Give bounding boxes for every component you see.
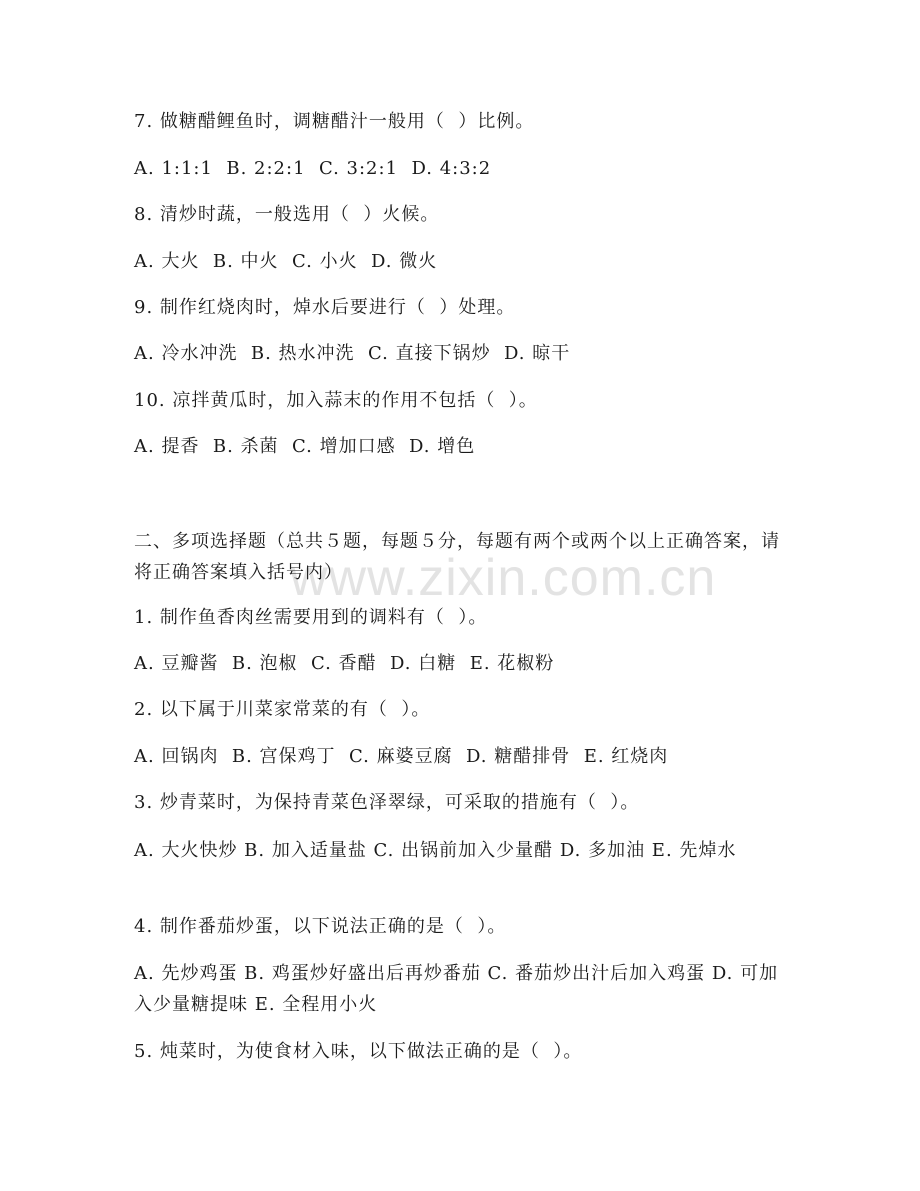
watermark: www.zixin.com.cn	[290, 549, 717, 607]
mc-question-4-options: A. 先炒鸡蛋 B. 鸡蛋炒好盛出后再炒番茄 C. 番茄炒出汁后加入鸡蛋 D. 可加入少量糖提味 E. 全程用小火	[134, 963, 779, 1015]
question-10-options: A. 提香 B. 杀菌 C. 增加口感 D. 增色	[134, 436, 476, 457]
question-9-options: A. 冷水冲洗 B. 热水冲洗 C. 直接下锅炒 D. 晾干	[134, 343, 571, 364]
question-7: 7. 做糖醋鲤鱼时，调糖醋汁一般用（ ）比例。	[134, 111, 535, 132]
question-8: 8. 清炒时蔬，一般选用（ ）火候。	[134, 204, 440, 225]
mc-question-3: 3. 炒青菜时，为保持青菜色泽翠绿，可采取的措施有（ ）。	[134, 792, 640, 813]
question-8-options: A. 大火 B. 中火 C. 小火 D. 微火	[134, 251, 438, 272]
mc-question-4: 4. 制作番茄炒蛋，以下说法正确的是（ ）。	[134, 916, 507, 937]
mc-question-1-options: A. 豆瓣酱 B. 泡椒 C. 香醋 D. 白糖 E. 花椒粉	[134, 653, 555, 674]
mc-question-1: 1. 制作鱼香肉丝需要用到的调料有（ ）。	[134, 607, 488, 628]
question-7-options: A. 1:1:1 B. 2:2:1 C. 3:2:1 D. 4:3:2	[134, 158, 492, 179]
mc-question-5: 5. 炖菜时，为使食材入味，以下做法正确的是（ ）。	[134, 1041, 583, 1062]
question-9: 9. 制作红烧肉时，焯水后要进行（ ）处理。	[134, 297, 516, 318]
mc-question-3-options: A. 大火快炒 B. 加入适量盐 C. 出锅前加入少量醋 D. 多加油 E. 先焯水	[134, 840, 737, 861]
section-title-multiple-choice: 二、多项选择题（总共５题，每题５分，每题有两个或两个以上正确答案，请将正确答案填入括号内）	[134, 531, 780, 583]
question-10: 10. 凉拌黄瓜时，加入蒜末的作用不包括（ ）。	[134, 390, 538, 411]
mc-question-2-options: A. 回锅肉 B. 宫保鸡丁 C. 麻婆豆腐 D. 糖醋排骨 E. 红烧肉	[134, 746, 669, 767]
mc-question-2: 2. 以下属于川菜家常菜的有（ ）。	[134, 699, 431, 720]
